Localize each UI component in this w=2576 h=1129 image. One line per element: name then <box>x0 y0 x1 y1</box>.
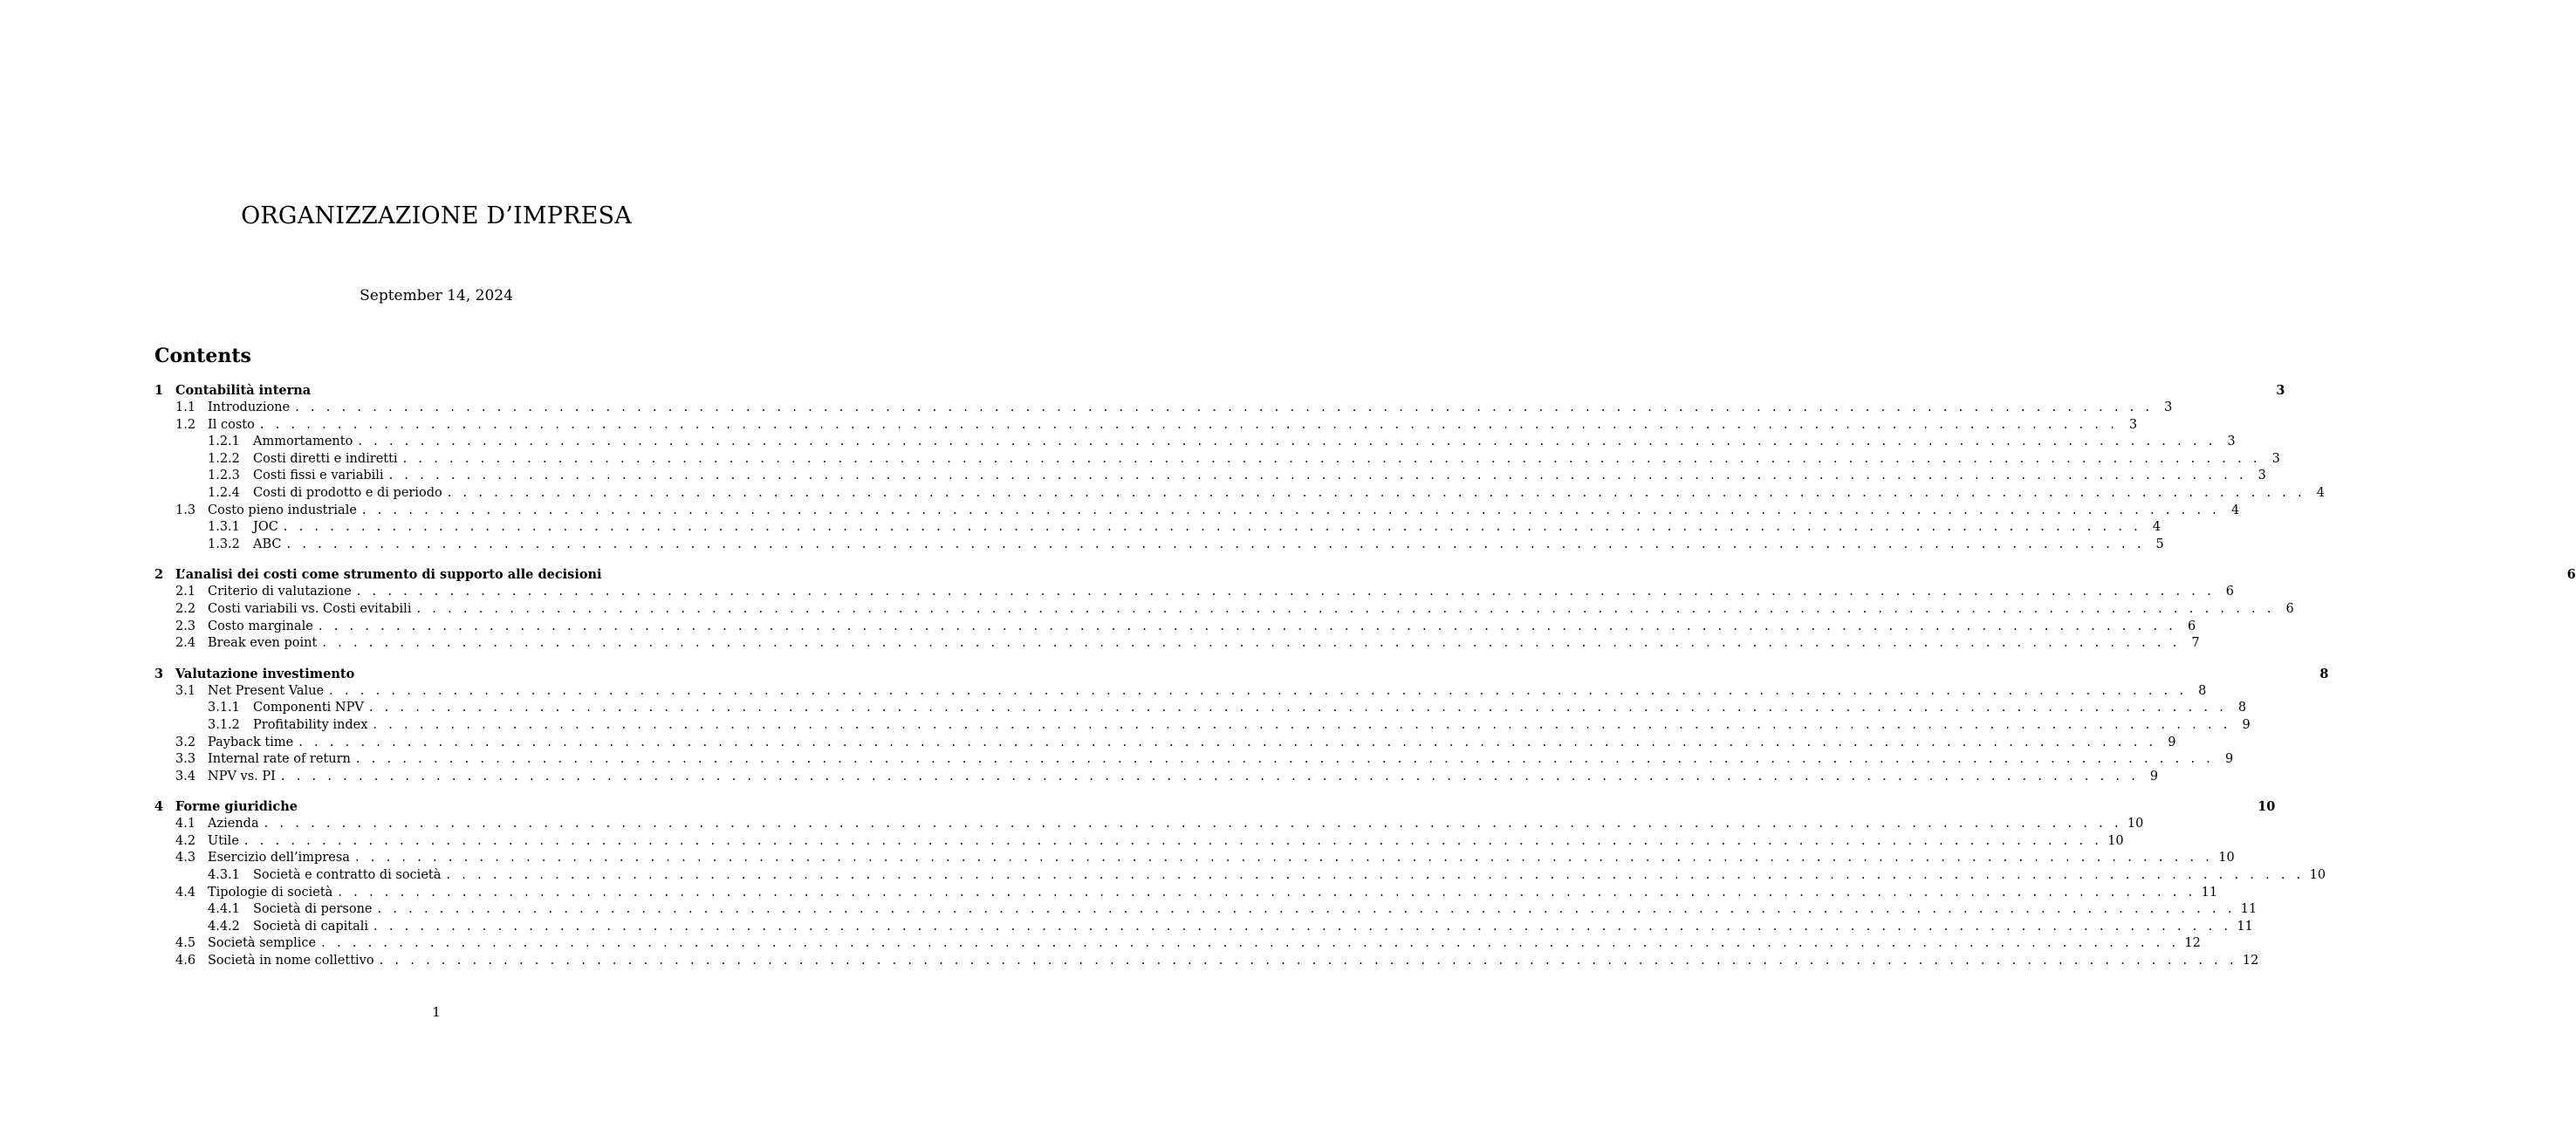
toc-entry-number: 3.1.2 <box>208 717 240 732</box>
toc-dot-leader: . . . . . . . . . . . . . . . . . . . . . . . . . . . . . . . . . . . . . . . . . . . . . . . . . . . . . . . . . . . . . . . . . . . . . . . . . . . . . . . . . . . . . . . . . . . . . . . . . . . . . . . . . . . . . . . . . . . . . . . . <box>280 769 2140 783</box>
toc-entry-title: ABC <box>253 537 282 551</box>
toc-section-entry[interactable] <box>154 635 2200 653</box>
toc-entry-number: 1.2.4 <box>208 485 240 500</box>
toc-entry-title: L’analisi dei costi come strumento di supporto alle decisioni <box>175 567 602 583</box>
toc-entry-page: 10 <box>2107 833 2124 848</box>
toc-chapter <box>154 665 2329 786</box>
toc-section-entry[interactable] <box>154 584 2234 601</box>
toc-entry-number: 4.3.1 <box>208 868 240 883</box>
table-of-contents <box>154 381 2576 982</box>
toc-entry-title: Esercizio dell’impresa <box>208 851 350 866</box>
toc-section-entry[interactable] <box>154 885 2218 902</box>
toc-entry-title: Costi variabili vs. Costi evitabili <box>208 601 412 616</box>
toc-dot-leader: . . . . . . . . . . . . . . . . . . . . . . . . . . . . . . . . . . . . . . . . . . . . . . . . . . . . . . . . . . . . . . . . . . . . . . . . . . . . . . . . . . . . . . . . . . . . . . . . . . . . . . . . . . . . . . . . . . . . . . . . <box>446 868 2305 883</box>
toc-section-entry[interactable] <box>154 833 2124 851</box>
toc-entry-title: Criterio di valutazione <box>208 585 352 599</box>
toc-entry-number: 2.4 <box>175 636 196 651</box>
toc-chapter-entry[interactable] <box>154 565 2576 584</box>
toc-dot-leader: . . . . . . . . . . . . . . . . . . . . . . . . . . . . . . . . . . . . . . . . . . . . . . . . . . . . . . . . . . . . . . . . . . . . . . . . . . . . . . . . . . . . . . . . . . . . . . . . . . . . . . . . . . . . . . . . . . . . . . . . <box>373 717 2231 732</box>
toc-subsection-entry[interactable] <box>154 519 2162 537</box>
toc-entry-title: Società in nome collettivo <box>208 954 374 968</box>
toc-entry-title: Payback time <box>208 735 294 749</box>
toc-section-entry[interactable] <box>154 850 2235 867</box>
toc-entry-title: NPV vs. PI <box>208 769 276 783</box>
toc-entry-number: 3.1 <box>175 683 196 698</box>
toc-chapter-entry[interactable] <box>154 797 2276 816</box>
toc-chapter-entry[interactable] <box>154 665 2329 683</box>
toc-entry-number: 1.2 <box>175 417 196 432</box>
toc-entry-page: 5 <box>2155 537 2164 551</box>
toc-entry-number: 2.2 <box>175 601 196 616</box>
toc-subsection-entry[interactable] <box>154 867 2326 885</box>
toc-chapter <box>154 797 2326 969</box>
toc-dot-leader: . . . . . . . . . . . . . . . . . . . . . . . . . . . . . . . . . . . . . . . . . . . . . . . . . . . . . . . . . . . . . . . . . . . . . . . . . . . . . . . . . . . . . . . . . . . . . . . . . . . . . . . . . . . . . . . . . . . . . . . . <box>295 400 2154 414</box>
toc-entry-number: 1.2.3 <box>208 469 240 483</box>
toc-entry-number: 4.5 <box>175 936 196 951</box>
toc-dot-leader: . . . . . . . . . . . . . . . . . . . . . . . . . . . . . . . . . . . . . . . . . . . . . . . . . . . . . . . . . . . . . . . . . . . . . . . . . . . . . . . . . . . . . . . . . . . . . . . . . . . . . . . . . . . . . . . . . . . . . . . . <box>321 936 2180 951</box>
toc-entry-number: 4.6 <box>175 954 196 968</box>
toc-entry-page: 3 <box>2271 451 2280 466</box>
toc-entry-page: 10 <box>2218 851 2235 866</box>
toc-dot-leader: . . . . . . . . . . . . . . . . . . . . . . . . . . . . . . . . . . . . . . . . . . . . . . . . . . . . . . . . . . . . . . . . . . . . . . . . . . . . . . . . . . . . . . . . . . . . . . . . . . . . . . . . . . . . . . . . . . . . . . . . <box>329 683 2188 698</box>
toc-dot-leader: . . . . . . . . . . . . . . . . . . . . . . . . . . . . . . . . . . . . . . . . . . . . . . . . . . . . . . . . . . . . . . . . . . . . . . . . . . . . . . . . . . . . . . . . . . . . . . . . . . . . . . . . . . . . . . . . . . . . . . . . <box>368 701 2228 715</box>
toc-dot-leader: . . . . . . . . . . . . . . . . . . . . . . . . . . . . . . . . . . . . . . . . . . . . . . . . . . . . . . . . . . . . . . . . . . . . . . . . . . . . . . . . . . . . . . . . . . . . . . . . . . . . . . . . . . . . . . . . . . . . . . . . <box>286 537 2145 551</box>
toc-entry-page: 7 <box>2191 636 2200 651</box>
toc-entry-number: 1.3.2 <box>208 537 240 551</box>
toc-dot-leader: . . . . . . . . . . . . . . . . . . . . . . . . . . . . . . . . . . . . . . . . . . . . . . . . . . . . . . . . . . . . . . . . . . . . . . . . . . . . . . . . . . . . . . . . . . . . . . . . . . . . . . . . . . . . . . . . . . . . . . . . <box>358 434 2216 449</box>
toc-dot-leader: . . . . . . . . . . . . . . . . . . . . . . . . . . . . . . . . . . . . . . . . . . . . . . . . . . . . . . . . . . . . . . . . . . . . . . . . . . . . . . . . . . . . . . . . . . . . . . . . . . . . . . . . . . . . . . . . . . . . . . . . <box>243 833 2103 848</box>
toc-entry-title: Net Present Value <box>208 683 325 698</box>
toc-section-entry[interactable] <box>154 683 2207 701</box>
toc-entry-title: Costo pieno industriale <box>208 503 357 517</box>
toc-entry-title: Componenti NPV <box>253 701 364 715</box>
toc-entry-page: 9 <box>2168 735 2176 749</box>
toc-dot-leader: . . . . . . . . . . . . . . . . . . . . . . . . . . . . . . . . . . . . . . . . . . . . . . . . . . . . . . . . . . . . . . . . . . . . . . . . . . . . . . . . . . . . . . . . . . . . . . . . . . . . . . . . . . . . . . . . . . . . . . . . <box>361 503 2221 517</box>
toc-dot-leader: . . . . . . . . . . . . . . . . . . . . . . . . . . . . . . . . . . . . . . . . . . . . . . . . . . . . . . . . . . . . . . . . . . . . . . . . . . . . . . . . . . . . . . . . . . . . . . . . . . . . . . . . . . . . . . . . . . . . . . . . <box>388 469 2247 483</box>
toc-subsection-entry[interactable] <box>154 434 2236 451</box>
toc-entry-title: Costo marginale <box>208 619 313 633</box>
toc-entry-page: 3 <box>2257 469 2266 483</box>
toc-section-entry[interactable] <box>154 769 2159 786</box>
toc-chapter-entry[interactable] <box>154 381 2285 400</box>
toc-chapter <box>154 565 2576 652</box>
toc-entry-page: 11 <box>2240 902 2257 917</box>
toc-entry-page: 10 <box>2257 799 2276 815</box>
toc-dot-leader: . . . . . . . . . . . . . . . . . . . . . . . . . . . . . . . . . . . . . . . . . . . . . . . . . . . . . . . . . . . . . . . . . . . . . . . . . . . . . . . . . . . . . . . . . . . . . . . . . . . . . . . . . . . . . . . . . . . . . . . . <box>259 417 2119 432</box>
toc-subsection-entry[interactable] <box>154 901 2257 919</box>
toc-entry-number: 4.4.1 <box>208 902 240 917</box>
toc-entry-number: 1.2.1 <box>208 434 240 449</box>
toc-entry-page: 3 <box>2128 417 2138 432</box>
toc-entry-title: Forme giuridiche <box>175 799 298 815</box>
toc-entry-number: 3.2 <box>175 735 196 749</box>
toc-entry-page: 3 <box>2276 383 2285 398</box>
toc-entry-number: 2 <box>154 567 164 583</box>
toc-entry-page: 4 <box>2152 520 2162 535</box>
toc-entry-title: Il costo <box>208 417 255 432</box>
toc-dot-leader: . . . . . . . . . . . . . . . . . . . . . . . . . . . . . . . . . . . . . . . . . . . . . . . . . . . . . . . . . . . . . . . . . . . . . . . . . . . . . . . . . . . . . . . . . . . . . . . . . . . . . . . . . . . . . . . . . . . . . . . . <box>416 601 2275 616</box>
toc-entry-number: 4 <box>154 799 164 815</box>
toc-entry-title: Società semplice <box>208 936 317 951</box>
toc-entry-number: 3.4 <box>175 769 196 783</box>
toc-entry-page: 9 <box>2149 769 2159 783</box>
page-number: 1 <box>432 1004 441 1020</box>
toc-section-entry[interactable] <box>154 619 2196 636</box>
toc-entry-title: Internal rate of return <box>208 752 351 767</box>
toc-entry-title: Costi di prodotto e di periodo <box>253 485 442 500</box>
toc-entry-page: 8 <box>2237 701 2247 715</box>
document-title: ORGANIZZAZIONE D’IMPRESA <box>241 202 632 229</box>
toc-entry-page: 8 <box>2198 683 2207 698</box>
toc-entry-title: Società e contratto di società <box>253 868 442 883</box>
toc-entry-title: Società di capitali <box>253 919 369 934</box>
toc-dot-leader: . . . . . . . . . . . . . . . . . . . . . . . . . . . . . . . . . . . . . . . . . . . . . . . . . . . . . . . . . . . . . . . . . . . . . . . . . . . . . . . . . . . . . . . . . . . . . . . . . . . . . . . . . . . . . . . . . . . . . . . . <box>379 954 2237 968</box>
toc-entry-number: 1.1 <box>175 400 196 414</box>
toc-dot-leader: . . . . . . . . . . . . . . . . . . . . . . . . . . . . . . . . . . . . . . . . . . . . . . . . . . . . . . . . . . . . . . . . . . . . . . . . . . . . . . . . . . . . . . . . . . . . . . . . . . . . . . . . . . . . . . . . . . . . . . . . <box>318 619 2177 633</box>
toc-entry-title: Break even point <box>208 636 318 651</box>
toc-entry-number: 3 <box>154 666 164 681</box>
toc-entry-page: 3 <box>2227 434 2236 449</box>
toc-entry-title: Utile <box>208 833 239 848</box>
toc-dot-leader: . . . . . . . . . . . . . . . . . . . . . . . . . . . . . . . . . . . . . . . . . . . . . . . . . . . . . . . . . . . . . . . . . . . . . . . . . . . . . . . . . . . . . . . . . . . . . . . . . . . . . . . . . . . . . . . . . . . . . . . . <box>373 919 2232 934</box>
toc-entry-page: 6 <box>2285 601 2294 616</box>
toc-dot-leader: . . . . . . . . . . . . . . . . . . . . . . . . . . . . . . . . . . . . . . . . . . . . . . . . . . . . . . . . . . . . . . . . . . . . . . . . . . . . . . . . . . . . . . . . . . . . . . . . . . . . . . . . . . . . . . . . . . . . . . . . <box>377 902 2236 917</box>
toc-subsection-entry[interactable] <box>154 717 2251 735</box>
toc-subsection-entry[interactable] <box>154 468 2266 485</box>
toc-entry-title: Costi fissi e variabili <box>253 469 384 483</box>
toc-section-entry[interactable] <box>154 601 2294 619</box>
toc-subsection-entry[interactable] <box>154 451 2280 469</box>
toc-entry-page: 6 <box>2187 619 2196 633</box>
toc-entry-page: 12 <box>2242 954 2259 968</box>
toc-entry-title: Valutazione investimento <box>175 666 355 681</box>
toc-dot-leader: . . . . . . . . . . . . . . . . . . . . . . . . . . . . . . . . . . . . . . . . . . . . . . . . . . . . . . . . . . . . . . . . . . . . . . . . . . . . . . . . . . . . . . . . . . . . . . . . . . . . . . . . . . . . . . . . . . . . . . . . <box>283 520 2142 535</box>
toc-entry-title: Contabilità interna <box>175 383 312 398</box>
toc-entry-title: JOC <box>253 520 278 535</box>
toc-entry-page: 10 <box>2309 868 2326 883</box>
toc-entry-title: Ammortamento <box>253 434 353 449</box>
toc-section-entry[interactable] <box>154 735 2176 752</box>
toc-dot-leader: . . . . . . . . . . . . . . . . . . . . . . . . . . . . . . . . . . . . . . . . . . . . . . . . . . . . . . . . . . . . . . . . . . . . . . . . . . . . . . . . . . . . . . . . . . . . . . . . . . . . . . . . . . . . . . . . . . . . . . . . <box>354 851 2214 866</box>
toc-entry-page: 10 <box>2127 817 2144 831</box>
toc-dot-leader: . . . . . . . . . . . . . . . . . . . . . . . . . . . . . . . . . . . . . . . . . . . . . . . . . . . . . . . . . . . . . . . . . . . . . . . . . . . . . . . . . . . . . . . . . . . . . . . . . . . . . . . . . . . . . . . . . . . . . . . . <box>402 451 2261 466</box>
toc-entry-page: 8 <box>2319 666 2329 681</box>
toc-entry-page: 9 <box>2242 717 2251 732</box>
toc-section-entry[interactable] <box>154 935 2201 953</box>
toc-entry-number: 1 <box>154 383 164 398</box>
toc-entry-number: 1.2.2 <box>208 451 240 466</box>
toc-entry-number: 4.4.2 <box>208 919 240 934</box>
toc-entry-page: 4 <box>2316 485 2325 500</box>
toc-dot-leader: . . . . . . . . . . . . . . . . . . . . . . . . . . . . . . . . . . . . . . . . . . . . . . . . . . . . . . . . . . . . . . . . . . . . . . . . . . . . . . . . . . . . . . . . . . . . . . . . . . . . . . . . . . . . . . . . . . . . . . . . <box>338 885 2196 900</box>
toc-entry-number: 1.3 <box>175 503 196 517</box>
toc-entry-title: Profitability index <box>253 717 368 732</box>
toc-subsection-entry[interactable] <box>154 485 2325 503</box>
toc-entry-title: Introduzione <box>208 400 291 414</box>
toc-dot-leader: . . . . . . . . . . . . . . . . . . . . . . . . . . . . . . . . . . . . . . . . . . . . . . . . . . . . . . . . . . . . . . . . . . . . . . . . . . . . . . . . . . . . . . . . . . . . . . . . . . . . . . . . . . . . . . . . . . . . . . . . <box>298 735 2157 749</box>
toc-entry-title: Società di persone <box>253 902 373 917</box>
toc-entry-title: Costi diretti e indiretti <box>253 451 398 466</box>
toc-entry-number: 2.1 <box>175 585 196 599</box>
toc-section-entry[interactable] <box>154 751 2234 769</box>
toc-subsection-entry[interactable] <box>154 919 2253 936</box>
toc-entry-number: 4.3 <box>175 851 196 866</box>
toc-subsection-entry[interactable] <box>154 537 2164 554</box>
toc-entry-number: 4.1 <box>175 817 196 831</box>
toc-entry-page: 6 <box>2566 567 2576 583</box>
toc-section-entry[interactable] <box>154 503 2240 520</box>
toc-section-entry[interactable] <box>154 417 2138 434</box>
toc-entry-page: 9 <box>2224 752 2234 767</box>
toc-entry-number: 3.1.1 <box>208 701 240 715</box>
toc-entry-page: 4 <box>2230 503 2240 517</box>
toc-subsection-entry[interactable] <box>154 700 2247 717</box>
toc-entry-number: 3.3 <box>175 752 196 767</box>
toc-entry-number: 4.2 <box>175 833 196 848</box>
toc-dot-leader: . . . . . . . . . . . . . . . . . . . . . . . . . . . . . . . . . . . . . . . . . . . . . . . . . . . . . . . . . . . . . . . . . . . . . . . . . . . . . . . . . . . . . . . . . . . . . . . . . . . . . . . . . . . . . . . . . . . . . . . . <box>322 636 2181 651</box>
toc-entry-page: 11 <box>2237 919 2253 934</box>
toc-chapter <box>154 381 2325 553</box>
toc-section-entry[interactable] <box>154 400 2173 417</box>
toc-section-entry[interactable] <box>154 816 2144 833</box>
toc-dot-leader: . . . . . . . . . . . . . . . . . . . . . . . . . . . . . . . . . . . . . . . . . . . . . . . . . . . . . . . . . . . . . . . . . . . . . . . . . . . . . . . . . . . . . . . . . . . . . . . . . . . . . . . . . . . . . . . . . . . . . . . . <box>264 817 2122 831</box>
toc-dot-leader: . . . . . . . . . . . . . . . . . . . . . . . . . . . . . . . . . . . . . . . . . . . . . . . . . . . . . . . . . . . . . . . . . . . . . . . . . . . . . . . . . . . . . . . . . . . . . . . . . . . . . . . . . . . . . . . . . . . . . . . . <box>356 585 2215 599</box>
toc-entry-title: Azienda <box>208 817 259 831</box>
toc-entry-page: 6 <box>2225 585 2234 599</box>
toc-entry-number: 2.3 <box>175 619 196 633</box>
toc-entry-number: 1.3.1 <box>208 520 240 535</box>
toc-entry-number: 4.4 <box>175 885 196 900</box>
document-date: September 14, 2024 <box>360 287 513 304</box>
toc-dot-leader: . . . . . . . . . . . . . . . . . . . . . . . . . . . . . . . . . . . . . . . . . . . . . . . . . . . . . . . . . . . . . . . . . . . . . . . . . . . . . . . . . . . . . . . . . . . . . . . . . . . . . . . . . . . . . . . . . . . . . . . . <box>447 485 2305 500</box>
toc-entry-page: 11 <box>2201 885 2218 900</box>
toc-entry-page: 12 <box>2184 936 2201 951</box>
toc-dot-leader: . . . . . . . . . . . . . . . . . . . . . . . . . . . . . . . . . . . . . . . . . . . . . . . . . . . . . . . . . . . . . . . . . . . . . . . . . . . . . . . . . . . . . . . . . . . . . . . . . . . . . . . . . . . . . . . . . . . . . . . . <box>355 752 2215 767</box>
contents-heading: Contents <box>154 345 251 367</box>
toc-entry-title: Tipologie di società <box>208 885 333 900</box>
toc-section-entry[interactable] <box>154 953 2259 970</box>
toc-entry-page: 3 <box>2164 400 2173 414</box>
